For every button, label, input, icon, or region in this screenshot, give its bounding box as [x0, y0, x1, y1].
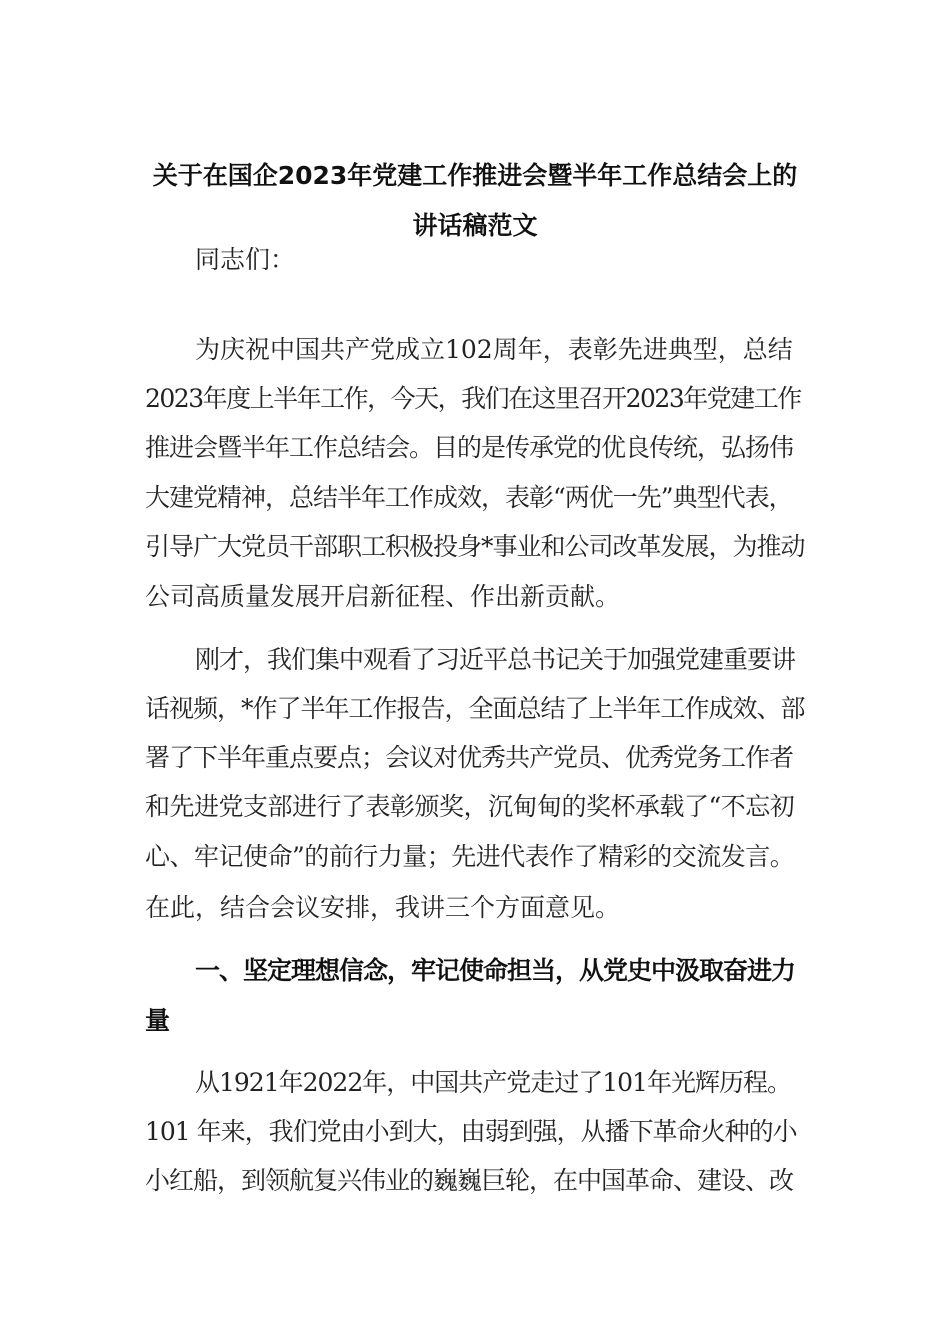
paragraph-2-line: 署了下半年重点要点；会议对优秀共产党员、优秀党务工作者 — [145, 743, 794, 772]
paragraph-3-line: 小红船，到领航复兴伟业的巍巍巨轮，在中国革命、建设、改 — [145, 1166, 794, 1195]
paragraph-1-line: 公司高质量发展开启新征程、作出新贡献。 — [145, 582, 621, 611]
paragraph-2-line: 话视频，*作了半年工作报告，全面总结了上半年工作成效、部 — [145, 694, 805, 723]
paragraph-1-line: 大建党精神，总结半年工作成效，表彰“两优一先”典型代表， — [145, 483, 793, 512]
paragraph-1-line: 引导广大党员干部职工积极投身*事业和公司改革发展，为推动 — [145, 532, 805, 561]
paragraph-2-line: 心、牢记使命”的前行力量；先进代表作了精彩的交流发言。 — [145, 842, 795, 871]
salutation: 同志们： — [195, 245, 296, 274]
paragraph-3-line: 从1921年2022年，中国共产党走过了101年光辉历程。 — [195, 1068, 791, 1097]
document-title-line-2: 讲话稿范文 — [412, 211, 538, 240]
paragraph-1-line: 推进会暨半年工作总结会。目的是传承党的优良传统，弘扬伟 — [145, 433, 794, 462]
paragraph-2-line: 在此，结合会议安排，我讲三个方面意见。 — [145, 893, 621, 922]
paragraph-2-line: 和先进党支部进行了表彰颁奖，沉甸甸的奖杯承载了“不忘初 — [145, 792, 795, 821]
document-title-line-1: 关于在国企2023年党建工作推进会暨半年工作总结会上的 — [152, 161, 798, 190]
section-heading-1-line: 量 — [145, 1006, 171, 1035]
paragraph-2-line: 刚才，我们集中观看了习近平总书记关于加强党建重要讲 — [195, 645, 796, 674]
paragraph-1-line: 为庆祝中国共产党成立102周年，表彰先进典型，总结 — [195, 335, 793, 364]
section-heading-1-line: 一、坚定理想信念，牢记使命担当，从党史中汲取奋进力 — [195, 956, 796, 985]
paragraph-3-line: 101 年来，我们党由小到大，由弱到强，从播下革命火种的小 — [145, 1117, 797, 1146]
paragraph-1-line: 2023年度上半年工作，今天，我们在这里召开2023年党建工作 — [145, 384, 801, 413]
